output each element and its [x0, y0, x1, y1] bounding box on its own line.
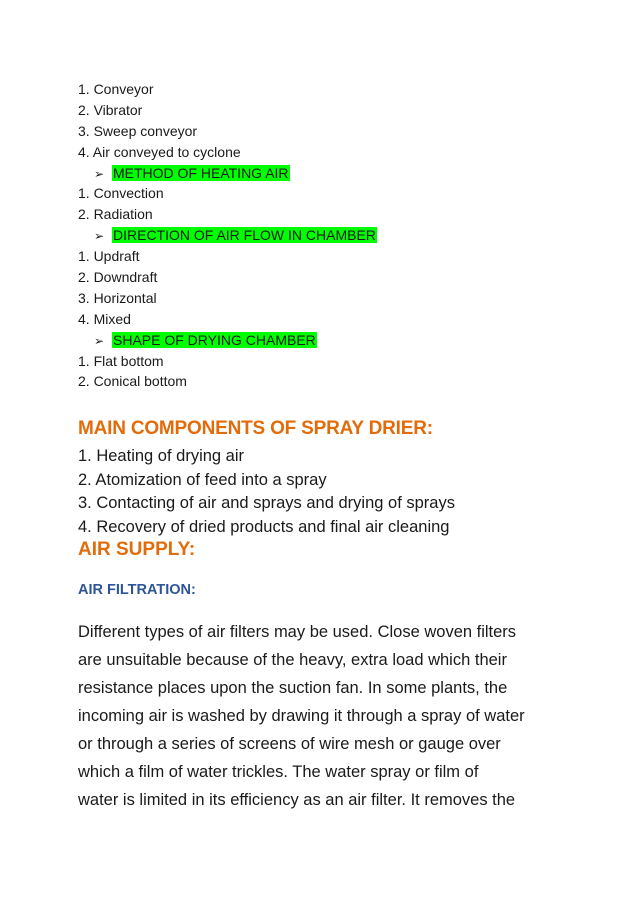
list-item: 3. Sweep conveyor	[78, 122, 198, 139]
list-item: 1. Flat bottom	[78, 352, 164, 369]
list-item: 4. Mixed	[78, 310, 131, 327]
list-item: 2. Radiation	[78, 206, 153, 223]
list-item: 2. Conical bottom	[78, 373, 187, 390]
list-item: 2. Downdraft	[78, 269, 158, 286]
arrow-bullet-icon: ➢	[94, 166, 105, 181]
paragraph-line: or through a series of screens of wire mesh or gauge over	[78, 735, 501, 753]
paragraph-line: resistance places upon the suction fan. In some plants, the	[78, 679, 508, 697]
paragraph-line: water is limited in its efficiency as an air filter. It removes the	[78, 791, 516, 809]
highlighted-heading: DIRECTION OF AIR FLOW IN CHAMBER	[113, 227, 376, 244]
air-filtration-paragraph	[78, 618, 568, 814]
main-components-heading: MAIN COMPONENTS OF SPRAY DRIER:	[78, 418, 433, 439]
list-item: 1. Conveyor	[78, 81, 154, 97]
arrow-bullet-icon: ➢	[94, 229, 105, 244]
section-heading-heating	[78, 163, 377, 184]
list-item: 4. Recovery of dried products and final air cleaning	[78, 517, 450, 536]
list-item: 3. Contacting of air and sprays and drying of sprays	[78, 494, 455, 512]
list-item: 3. Horizontal	[78, 289, 157, 306]
highlighted-heading: METHOD OF HEATING AIR	[113, 164, 289, 181]
paragraph-line: Different types of air filters may be used. Close woven filters	[78, 623, 517, 641]
air-supply-heading: AIR SUPPLY:	[78, 539, 196, 560]
list-item: 2. Vibrator	[78, 101, 143, 118]
section-heading-air-flow	[78, 225, 377, 246]
list-item: 2. Atomization of feed into a spray	[78, 470, 327, 489]
category-list	[78, 79, 377, 392]
paragraph-line: incoming air is washed by drawing it through a spray of water	[78, 707, 525, 725]
list-item: 4. Air conveyed to cyclone	[78, 143, 241, 160]
highlighted-heading: SHAPE OF DRYING CHAMBER	[113, 331, 316, 348]
section-heading-chamber-shape	[78, 330, 377, 351]
air-filtration-subheading: AIR FILTRATION:	[78, 582, 196, 598]
list-item: 1. Heating of drying air	[78, 447, 245, 465]
list-item: 1. Convection	[78, 185, 164, 202]
arrow-bullet-icon: ➢	[94, 333, 105, 348]
paragraph-line: which a film of water trickles. The water spray or film of	[78, 763, 479, 781]
paragraph-line: are unsuitable because of the heavy, extra load which their	[78, 651, 507, 669]
main-components-list	[78, 445, 455, 539]
list-item: 1. Updraft	[78, 248, 140, 265]
